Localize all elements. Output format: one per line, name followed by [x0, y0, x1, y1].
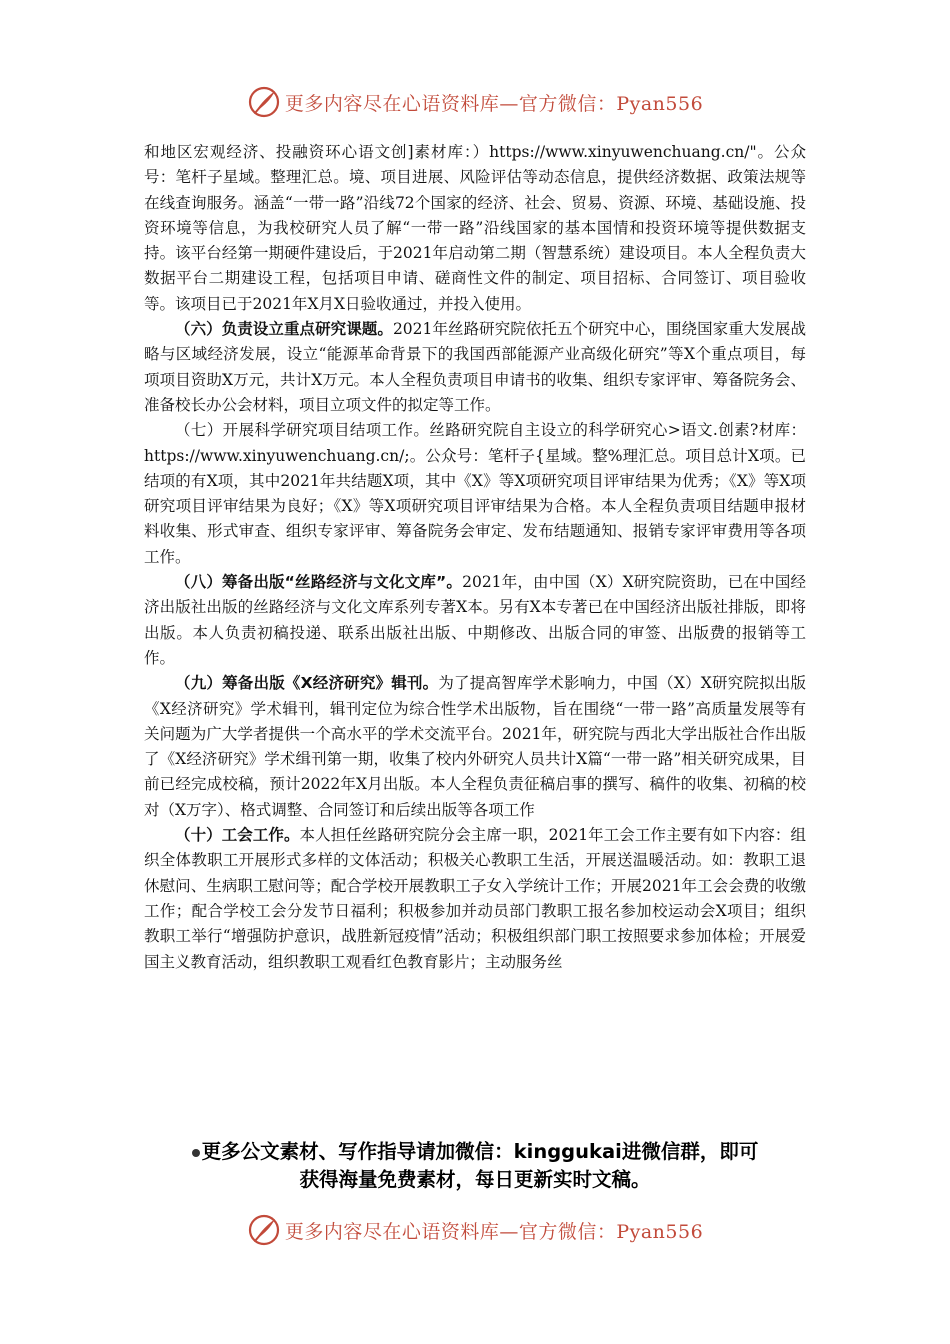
promo-line-1-text: 更多公文素材、写作指导请加微信：kinggukai进微信群，即可 [201, 1140, 759, 1163]
feather-pen-logo-icon [247, 1213, 281, 1247]
paragraph-10-heading: （十）工会工作。 [175, 826, 300, 845]
paragraph-9-text: 为了提高智库学术影响力，中国（X）X研究院拟出版《X经济研究》学术辑刊，辑刊定位为综合性学术出版物，旨在围绕“一带一路”高质量发展等有关问题为广大学者提供一个高水平的学术交流平台。2021年，研究院与西北大学出版社合作出版了《X经济研究》学术缉刊第一期，收集了校内外研究人员共计X篇“一带一路”相关研究成果，目前已经完成校稿，预计2022年X月出版。本人全程负责征稿启事的撰写、稿件的收集、初稿的校对（X万字）、格式调整、合同签订和后续出版等各项工作 [144, 674, 806, 819]
paragraph-10-text: 本人担任丝路研究院分会主席一职，2021年工会工作主要有如下内容：组织全体教职工开展形式多样的文体活动；积极关心教职工生活，开展送温暖活动。如：教职工退休慰问、生病职工慰问等；配合学校开展教职工子女入学统计工作；开展2021年工会会费的收缴工作；配合学校工会分发节日福利；积极参加并动员部门教职工报名参加校运动会X项目；组织教职工举行“增强防护意识，战胜新冠疫情”活动；积极组织部门职工按照要求参加体检；开展爱国主义教育活动，组织教职工观看红色教育影片；主动服务丝 [144, 826, 806, 971]
paragraph-6-text: 2021年丝路研究院依托五个研究中心，围绕国家重大发展战略与区域经济发展，设立“能源革命背景下的我国西部能源产业高级化研究”等X个重点项目，每项项目资助X万元，共计X万元。本人全程负责项目申请书的收集、组织专家评审、筹备院务会、准备校长办公会材料，项目立项文件的拟定等工作。 [144, 320, 806, 414]
paragraph-6 [144, 317, 806, 418]
header-banner-text: 更多内容尽在心语资料库—官方微信：Pyan556 [284, 92, 704, 115]
document-body [144, 140, 806, 975]
footer-banner [0, 1210, 950, 1250]
paragraph-6-heading: （六）负责设立重点研究课题。 [175, 320, 393, 339]
paragraph-9 [144, 671, 806, 823]
paragraph-9-heading: （九）筹备出版《X经济研究》辑刊。 [175, 674, 439, 693]
paragraph-7-text: （七）开展科学研究项目结项工作。丝路研究院自主设立的科学研究心>语文.创素?材库：https://www.xinyuwenchuang.cn/;。公众号：笔杆子{星域。整%理汇总。项目总计X项。已结项的有X项，其中2021年共结题X项，其中《X》等X项研究项目评审结果为优秀；《X》等X项研究项目评审结果为良好；《X》等X项研究项目评审结果为合格。本人全程负责项目结题申报材料收集、形式审查、组织专家评审、筹备院务会审定、发布结题通知、报销专家评审费用等各项工作。 [144, 421, 806, 566]
promo-line-1 [120, 1138, 830, 1166]
header-banner [0, 82, 950, 122]
paragraph-10 [144, 823, 806, 975]
paragraph-1 [144, 140, 806, 317]
bullet-dot-icon [192, 1149, 200, 1157]
paragraph-8-text: 2021年，由中国（X）X研究院资助，已在中国经济出版社出版的丝路经济与文化文库系列专著X本。另有X本专著已在中国经济出版社排版，即将出版。本人负责初稿投递、联系出版社出版、中期修改、出版合同的审签、出版费的报销等工作。 [144, 573, 806, 667]
feather-pen-logo-icon [247, 85, 281, 119]
promo-notice [120, 1138, 830, 1194]
paragraph-1-text: 和地区宏观经济、投融资环心语文创]素材库：）https://www.xinyuwenchuang.cn/"。公众号：笔杆子星域。整理汇总。境、项目进展、风险评估等动态信息，提供经济数据、政策法规等在线查询服务。涵盖“一带一路”沿线72个国家的经济、社会、贸易、资源、环境、基础设施、投资环境等信息，为我校研究人员了解“一带一路”沿线国家的基本国情和投资环境等提供数据支持。该平台经第一期硬件建设后，于2021年启动第二期（智慧系统）建设项目。本人全程负责大数据平台二期建设工程，包括项目申请、磋商性文件的制定、项目招标、合同签订、项目验收等。该项目已于2021年X月X日验收通过，并投入使用。 [144, 143, 806, 313]
paragraph-8-heading: （八）筹备出版“丝路经济与文化文库”。 [175, 573, 463, 592]
footer-banner-text: 更多内容尽在心语资料库—官方微信：Pyan556 [284, 1220, 704, 1243]
promo-line-2: 获得海量免费素材，每日更新实时文稿。 [299, 1168, 651, 1191]
paragraph-8 [144, 570, 806, 671]
paragraph-7 [144, 418, 806, 570]
